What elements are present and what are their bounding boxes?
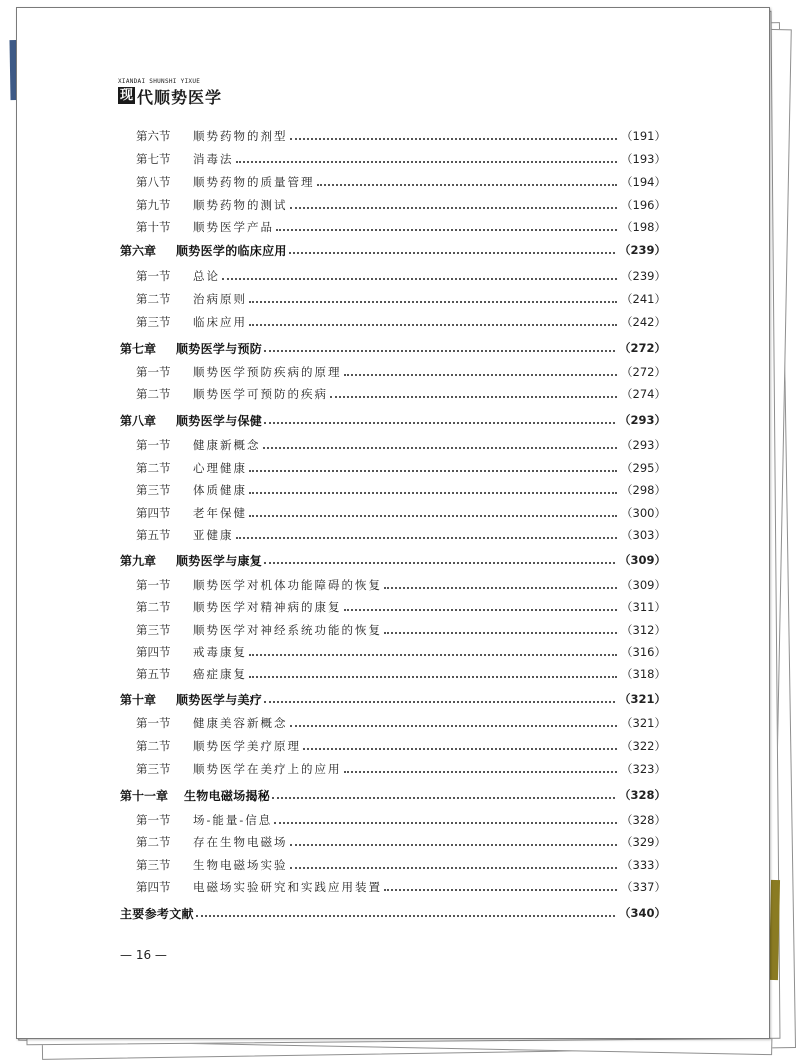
section-title: 顺势医学预防疾病的原理 xyxy=(193,365,342,379)
toc-section-row xyxy=(120,362,666,382)
dot-leader xyxy=(344,609,618,611)
chapter-number: 第十一章 xyxy=(120,788,169,803)
section-title: 顺势药物的质量管理 xyxy=(193,175,315,189)
section-title: 消毒法 xyxy=(193,152,234,166)
toc-section-row xyxy=(120,759,666,779)
dot-leader xyxy=(222,278,617,280)
section-title: 电磁场实验研究和实践应用装置 xyxy=(193,880,382,894)
toc-page-number: （194） xyxy=(621,175,666,189)
toc-section-row xyxy=(120,266,666,286)
section-number: 第五节 xyxy=(136,528,171,542)
toc-page-number: （329） xyxy=(621,835,666,849)
dot-leader xyxy=(303,748,617,750)
toc-section-row xyxy=(120,736,666,756)
section-title: 亚健康 xyxy=(193,528,234,542)
section-number: 第三节 xyxy=(136,483,171,497)
chapter-title: 主要参考文献 xyxy=(120,906,194,921)
chapter-title: 顺势医学与预防 xyxy=(176,341,263,356)
section-title: 顺势药物的测试 xyxy=(193,198,288,212)
section-number: 第三节 xyxy=(136,315,171,329)
dot-leader xyxy=(264,701,615,703)
dot-leader xyxy=(272,797,615,799)
section-title: 老年保健 xyxy=(193,506,247,520)
section-title: 存在生物电磁场 xyxy=(193,835,288,849)
toc-section-row xyxy=(120,384,666,404)
section-number: 第一节 xyxy=(136,269,171,283)
section-title: 场-能量-信息 xyxy=(193,813,273,827)
dot-leader xyxy=(290,207,618,209)
dot-leader xyxy=(264,422,615,424)
toc-section-row xyxy=(120,832,666,852)
section-number: 第十节 xyxy=(136,220,171,234)
toc-page-number: （293） xyxy=(618,413,666,427)
section-title: 顺势药物的剂型 xyxy=(193,129,288,143)
section-title: 癌症康复 xyxy=(193,667,247,681)
toc-section-row xyxy=(120,503,666,523)
chapter-title: 生物电磁场揭秘 xyxy=(184,788,271,803)
chapter-number: 第七章 xyxy=(120,341,157,356)
section-number: 第一节 xyxy=(136,365,171,379)
toc-page-number: （316） xyxy=(621,645,666,659)
toc-page-number: （312） xyxy=(621,623,666,637)
section-number: 第一节 xyxy=(136,438,171,452)
toc-page-number: （293） xyxy=(621,438,666,452)
section-number: 第一节 xyxy=(136,716,171,730)
toc-page-number: （239） xyxy=(621,269,666,283)
toc-page-number: （309） xyxy=(621,578,666,592)
chapter-title: 顺势医学与美疗 xyxy=(176,692,263,707)
toc-page-number: （303） xyxy=(621,528,666,542)
toc-chapter-row xyxy=(120,338,666,358)
logo-title: 代顺势医学 xyxy=(137,88,223,107)
toc-page-number: （298） xyxy=(621,483,666,497)
toc-page-number: （272） xyxy=(621,365,666,379)
dot-leader xyxy=(290,138,618,140)
section-number: 第二节 xyxy=(136,835,171,849)
toc-section-row xyxy=(120,713,666,733)
toc-page-number: （193） xyxy=(621,152,666,166)
section-number: 第四节 xyxy=(136,506,171,520)
toc-section-row xyxy=(120,810,666,830)
toc-page-number: （321） xyxy=(621,716,666,730)
dot-leader xyxy=(274,822,617,824)
dot-leader xyxy=(196,915,615,917)
toc-page-number: （196） xyxy=(621,198,666,212)
section-number: 第二节 xyxy=(136,292,171,306)
dot-leader xyxy=(289,252,615,254)
toc-section-row xyxy=(120,172,666,192)
toc-page-number: （340） xyxy=(618,906,666,920)
section-title: 戒毒康复 xyxy=(193,645,247,659)
dot-leader xyxy=(290,725,618,727)
dot-leader xyxy=(249,676,617,678)
toc-page-number: （337） xyxy=(621,880,666,894)
toc-section-row xyxy=(120,877,666,897)
dot-leader xyxy=(317,184,618,186)
dot-leader xyxy=(344,771,618,773)
dot-leader xyxy=(236,161,618,163)
toc-page-number: （321） xyxy=(618,692,666,706)
dot-leader xyxy=(249,470,617,472)
page-number: — 16 — xyxy=(120,948,167,962)
toc-section-row xyxy=(120,664,666,684)
chapter-number: 第八章 xyxy=(120,413,157,428)
section-title: 健康美容新概念 xyxy=(193,716,288,730)
chapter-number: 第九章 xyxy=(120,553,157,568)
section-title: 健康新概念 xyxy=(193,438,261,452)
dot-leader xyxy=(249,515,617,517)
toc-page-number: （311） xyxy=(621,600,666,614)
dot-leader xyxy=(249,654,617,656)
toc-section-row xyxy=(120,289,666,309)
toc-section-row xyxy=(120,435,666,455)
section-number: 第二节 xyxy=(136,739,171,753)
toc-section-row xyxy=(120,575,666,595)
toc-section-row xyxy=(120,597,666,617)
dot-leader xyxy=(384,587,617,589)
dot-leader xyxy=(249,492,617,494)
dot-leader xyxy=(236,537,618,539)
section-title: 体质健康 xyxy=(193,483,247,497)
toc-section-row xyxy=(120,855,666,875)
toc-page-number: （318） xyxy=(621,667,666,681)
section-title: 心理健康 xyxy=(193,461,247,475)
section-number: 第四节 xyxy=(136,880,171,894)
logo-pinyin: XIANDAI SHUNSHI YIXUE xyxy=(118,78,201,85)
section-number: 第七节 xyxy=(136,152,171,166)
toc-page-number: （295） xyxy=(621,461,666,475)
section-title: 临床应用 xyxy=(193,315,247,329)
toc-section-row xyxy=(120,217,666,237)
toc-page-number: （198） xyxy=(621,220,666,234)
toc-section-row xyxy=(120,620,666,640)
section-title: 顺势医学对神经系统功能的恢复 xyxy=(193,623,382,637)
section-number: 第五节 xyxy=(136,667,171,681)
section-number: 第四节 xyxy=(136,645,171,659)
toc-section-row xyxy=(120,480,666,500)
toc-section-row xyxy=(120,195,666,215)
toc-chapter-row xyxy=(120,785,666,805)
chapter-title: 顺势医学的临床应用 xyxy=(176,243,287,258)
toc-chapter-row xyxy=(120,689,666,709)
dot-leader xyxy=(384,632,617,634)
section-title: 顺势医学可预防的疾病 xyxy=(193,387,328,401)
toc-page-number: （328） xyxy=(618,788,666,802)
toc-section-row xyxy=(120,642,666,662)
toc-chapter-row xyxy=(120,550,666,570)
toc-page-number: （333） xyxy=(621,858,666,872)
section-number: 第一节 xyxy=(136,813,171,827)
section-title: 顺势医学产品 xyxy=(193,220,274,234)
toc-section-row xyxy=(120,312,666,332)
section-number: 第二节 xyxy=(136,461,171,475)
section-title: 顺势医学对精神病的康复 xyxy=(193,600,342,614)
dot-leader xyxy=(276,229,617,231)
toc-section-row xyxy=(120,126,666,146)
logo-box-char: 现 xyxy=(119,88,133,103)
section-title: 治病原则 xyxy=(193,292,247,306)
toc-chapter-row xyxy=(120,240,666,260)
toc-page-number: （242） xyxy=(621,315,666,329)
toc-page-number: （322） xyxy=(621,739,666,753)
toc-page-number: （274） xyxy=(621,387,666,401)
section-title: 顺势医学在美疗上的应用 xyxy=(193,762,342,776)
section-title: 顺势医学美疗原理 xyxy=(193,739,301,753)
toc-page-number: （191） xyxy=(621,129,666,143)
dot-leader xyxy=(290,867,618,869)
toc-page-number: （239） xyxy=(618,243,666,257)
dot-leader xyxy=(264,562,615,564)
toc-page-number: （272） xyxy=(618,341,666,355)
dot-leader xyxy=(249,301,617,303)
dot-leader xyxy=(344,374,618,376)
section-title: 顺势医学对机体功能障碍的恢复 xyxy=(193,578,382,592)
toc-chapter-row xyxy=(120,410,666,430)
chapter-title: 顺势医学与康复 xyxy=(176,553,263,568)
section-number: 第九节 xyxy=(136,198,171,212)
dot-leader xyxy=(330,396,617,398)
section-number: 第三节 xyxy=(136,858,171,872)
section-number: 第一节 xyxy=(136,578,171,592)
toc-page-number: （300） xyxy=(621,506,666,520)
dot-leader xyxy=(290,844,618,846)
section-title: 生物电磁场实验 xyxy=(193,858,288,872)
toc-page-number: （309） xyxy=(618,553,666,567)
toc-page-number: （328） xyxy=(621,813,666,827)
toc-section-row xyxy=(120,149,666,169)
section-number: 第二节 xyxy=(136,387,171,401)
chapter-number: 第十章 xyxy=(120,692,157,707)
dot-leader xyxy=(263,447,618,449)
chapter-number: 第六章 xyxy=(120,243,157,258)
toc-section-row xyxy=(120,525,666,545)
section-number: 第三节 xyxy=(136,762,171,776)
toc-page-number: （323） xyxy=(621,762,666,776)
section-number: 第八节 xyxy=(136,175,171,189)
section-number: 第三节 xyxy=(136,623,171,637)
dot-leader xyxy=(384,889,617,891)
section-number: 第六节 xyxy=(136,129,171,143)
chapter-title: 顺势医学与保健 xyxy=(176,413,263,428)
toc-page-number: （241） xyxy=(621,292,666,306)
section-number: 第二节 xyxy=(136,600,171,614)
toc-chapter-row xyxy=(120,903,666,923)
section-title: 总论 xyxy=(193,269,220,283)
dot-leader xyxy=(249,324,617,326)
toc-section-row xyxy=(120,458,666,478)
dot-leader xyxy=(264,350,615,352)
